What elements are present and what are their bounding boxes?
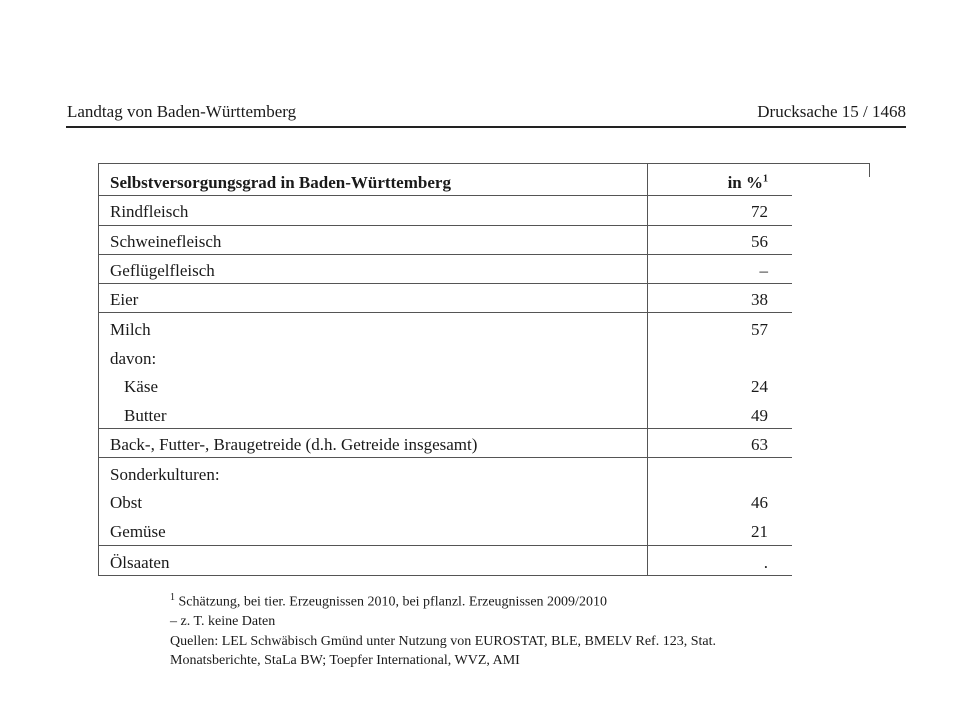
row-divider bbox=[98, 575, 792, 576]
row-divider bbox=[98, 225, 792, 226]
row-value: 24 bbox=[751, 377, 768, 396]
row-label: davon: bbox=[110, 349, 157, 368]
row-label: Ölsaaten bbox=[110, 553, 170, 572]
row-value: 63 bbox=[751, 435, 768, 454]
row-value: 72 bbox=[751, 202, 768, 221]
row-divider bbox=[98, 428, 792, 429]
unit-label: in % bbox=[727, 173, 763, 192]
unit-header bbox=[728, 173, 768, 193]
row-value: 57 bbox=[751, 320, 768, 339]
footnote-2: – z. T. keine Daten bbox=[170, 614, 276, 630]
row-label: Rindfleisch bbox=[110, 202, 189, 221]
row-value: . bbox=[763, 553, 768, 572]
row-divider bbox=[98, 312, 792, 313]
row-value: 38 bbox=[751, 290, 768, 309]
row-value: 46 bbox=[751, 493, 768, 512]
row-label: Schweinefleisch bbox=[110, 232, 222, 251]
sources-line-2: Monatsberichte, StaLa BW; Toepfer International, WVZ, AMI bbox=[170, 653, 520, 669]
row-value: 49 bbox=[751, 406, 768, 425]
row-label: Sonderkulturen: bbox=[110, 465, 220, 484]
header-rule bbox=[66, 126, 906, 128]
table-title: Selbstversorgungsgrad in Baden-Württemberg bbox=[110, 173, 451, 192]
document-header-left: Landtag von Baden-Württemberg bbox=[67, 102, 297, 121]
row-value: 56 bbox=[751, 232, 768, 251]
row-divider bbox=[98, 457, 792, 458]
footnote-ref: 1 bbox=[763, 173, 768, 185]
row-divider bbox=[98, 195, 792, 196]
row-divider bbox=[98, 283, 792, 284]
row-divider bbox=[98, 254, 792, 255]
row-label: Eier bbox=[110, 290, 139, 309]
document-number: Drucksache 15 / 1468 bbox=[757, 102, 906, 121]
row-label: Butter bbox=[124, 406, 167, 425]
row-label: Gemüse bbox=[110, 522, 166, 541]
footnote-text: Schätzung, bei tier. Erzeugnissen 2010, bei pflanzl. Erzeugnissen 2009/2010 bbox=[178, 594, 607, 610]
table-border bbox=[869, 163, 870, 177]
footnote-marker: 1 bbox=[170, 592, 175, 603]
sources-line-1: Quellen: LEL Schwäbisch Gmünd unter Nutzung von EUROSTAT, BLE, BMELV Ref. 123, Stat. bbox=[170, 633, 716, 649]
row-label: Obst bbox=[110, 493, 143, 512]
footnote-1 bbox=[170, 588, 716, 612]
row-value: 21 bbox=[751, 522, 768, 541]
row-divider bbox=[98, 545, 792, 546]
row-label: Milch bbox=[110, 320, 151, 339]
row-label: Geflügelfleisch bbox=[110, 261, 215, 280]
row-label: Back-, Futter-, Braugetreide (d.h. Getreide insgesamt) bbox=[110, 435, 478, 454]
row-label: Käse bbox=[124, 377, 158, 396]
footnotes bbox=[170, 588, 716, 671]
row-value: – bbox=[759, 261, 768, 280]
table-border bbox=[98, 163, 870, 164]
